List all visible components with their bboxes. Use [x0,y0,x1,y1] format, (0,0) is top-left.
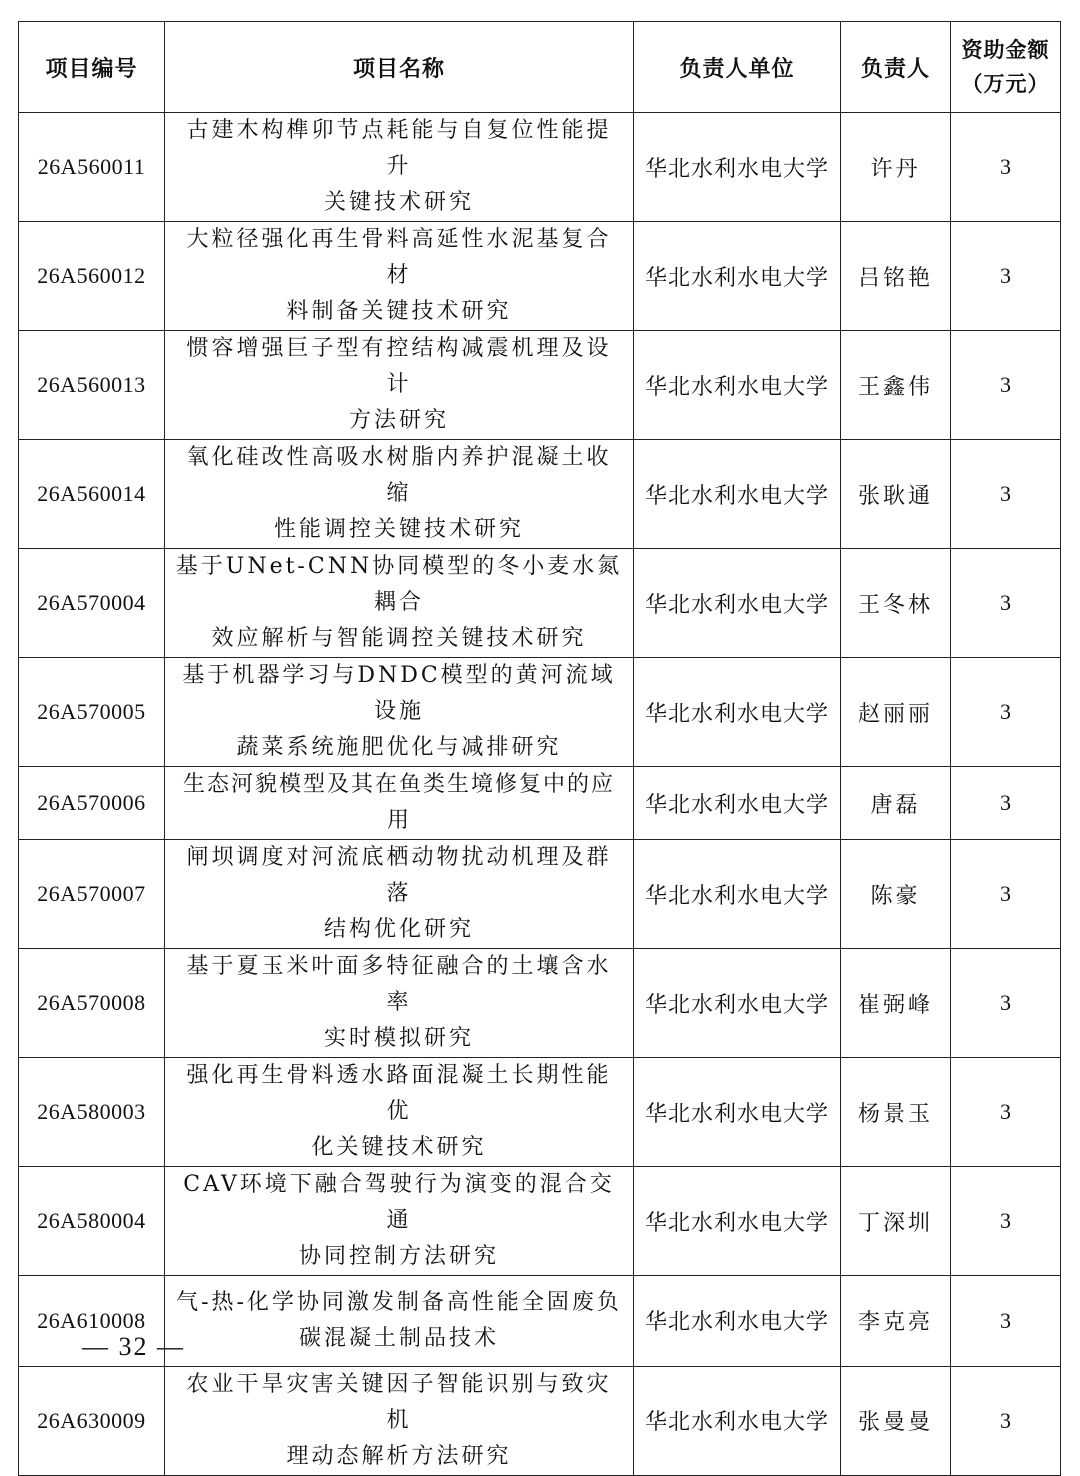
cell-code: 26A570005 [19,658,165,767]
table-row [19,113,1061,222]
header-amount [951,22,1061,113]
cell-unit: 华北水利水电大学 [634,440,841,549]
cell-amount: 3 [951,1058,1061,1167]
cell-code: 26A580004 [19,1167,165,1276]
page-number: — 32 — [82,1332,185,1361]
cell-leader: 丁深圳 [841,1167,951,1276]
cell-code: 26A630009 [19,1366,165,1475]
cell-name-line2: 碳混凝土制品技术 [298,1325,499,1351]
cell-leader: 王鑫伟 [841,331,951,440]
cell-amount: 3 [951,440,1061,549]
cell-name [165,840,634,949]
cell-leader: 张耿通 [841,440,951,549]
table-row [19,331,1061,440]
cell-amount: 3 [951,1167,1061,1276]
cell-name-line1: 气-热-化学协同激发制备高性能全固废负 [176,1289,622,1315]
cell-name [165,222,634,331]
cell-leader: 李克亮 [841,1276,951,1367]
cell-name-line2: 实时模拟研究 [323,1026,474,1051]
cell-name-line1: 农业干旱灾害关键因子智能识别与致灾机 [186,1371,612,1433]
table-body [19,113,1061,1476]
cell-unit: 华北水利水电大学 [634,840,841,949]
cell-unit: 华北水利水电大学 [634,549,841,658]
header-amount-line1: 资助金额 [961,38,1050,62]
cell-code: 26A560012 [19,222,165,331]
cell-code: 26A570007 [19,840,165,949]
cell-code: 26A560013 [19,331,165,440]
cell-leader: 崔弼峰 [841,949,951,1058]
cell-name [165,440,634,549]
cell-name [165,113,634,222]
cell-code: 26A570008 [19,949,165,1058]
cell-unit: 华北水利水电大学 [634,331,841,440]
cell-name [165,331,634,440]
cell-leader: 唐磊 [841,767,951,840]
cell-name-line2: 化关键技术研究 [311,1135,487,1160]
cell-name-line1: 古建木构榫卯节点耗能与自复位性能提升 [186,118,612,179]
header-code: 项目编号 [19,22,165,113]
cell-name-line2: 结构优化研究 [323,917,474,942]
cell-name-line1: 生态河貌模型及其在鱼类生境修复中的应用 [182,772,615,833]
cell-unit: 华北水利水电大学 [634,1276,841,1367]
cell-leader: 王冬林 [841,549,951,658]
cell-name-line2: 协同控制方法研究 [298,1244,499,1269]
cell-name-line1: CAV环境下融合驾驶行为演变的混合交通 [183,1172,615,1233]
table-header-row [19,22,1061,113]
cell-code: 26A570004 [19,549,165,658]
table-row [19,440,1061,549]
table-row [19,658,1061,767]
cell-name-line1: 基于夏玉米叶面多特征融合的土壤含水率 [186,954,612,1015]
table-row [19,222,1061,331]
cell-code: 26A580003 [19,1058,165,1167]
cell-amount: 3 [951,840,1061,949]
cell-name-line2: 方法研究 [348,408,449,433]
cell-code: 26A560014 [19,440,165,549]
cell-amount: 3 [951,658,1061,767]
cell-amount: 3 [951,767,1061,840]
cell-name-line1: 基于机器学习与DNDC模型的黄河流域设施 [182,663,616,724]
table-row [19,949,1061,1058]
cell-name-line1: 强化再生骨料透水路面混凝土长期性能优 [186,1063,612,1124]
header-name: 项目名称 [165,22,634,113]
cell-name-line2: 性能调控关键技术研究 [273,517,524,542]
cell-leader: 张曼曼 [841,1366,951,1475]
cell-unit: 华北水利水电大学 [634,1366,841,1475]
cell-leader: 许丹 [841,113,951,222]
table-row [19,1167,1061,1276]
cell-leader: 陈豪 [841,840,951,949]
cell-amount: 3 [951,949,1061,1058]
table-row [19,549,1061,658]
table-row [19,1366,1061,1475]
cell-amount: 3 [951,113,1061,222]
cell-unit: 华北水利水电大学 [634,222,841,331]
table-row [19,1058,1061,1167]
cell-name [165,1276,634,1367]
cell-unit: 华北水利水电大学 [634,767,841,840]
cell-name-line2: 关键技术研究 [323,190,474,215]
cell-code: 26A560011 [19,113,165,222]
cell-amount: 3 [951,222,1061,331]
cell-name-line1: 惯容增强巨子型有控结构减震机理及设计 [186,336,612,397]
project-table [18,21,1061,1476]
cell-name [165,1167,634,1276]
cell-name-line2: 蔬菜系统施肥优化与减排研究 [236,735,562,760]
cell-unit: 华北水利水电大学 [634,658,841,767]
cell-name-line2: 料制备关键技术研究 [286,299,512,324]
cell-unit: 华北水利水电大学 [634,1167,841,1276]
cell-unit: 华北水利水电大学 [634,949,841,1058]
cell-name-line1: 氧化硅改性高吸水树脂内养护混凝土收缩 [186,445,612,506]
cell-name [165,549,634,658]
cell-amount: 3 [951,1276,1061,1367]
cell-name-line1: 大粒径强化再生骨料高延性水泥基复合材 [186,227,612,288]
cell-leader: 赵丽丽 [841,658,951,767]
cell-name [165,1058,634,1167]
table-row [19,840,1061,949]
cell-leader: 吕铭艳 [841,222,951,331]
cell-code: 26A570006 [19,767,165,840]
cell-code: 26A610008 [19,1276,165,1367]
header-leader: 负责人 [841,22,951,113]
cell-name-line2: 理动态解析方法研究 [286,1443,512,1469]
table-row [19,767,1061,840]
cell-name-line1: 闸坝调度对河流底栖动物扰动机理及群落 [186,845,612,906]
cell-unit: 华北水利水电大学 [634,1058,841,1167]
cell-name-line1: 基于UNet-CNN协同模型的冬小麦水氮耦合 [175,554,623,615]
cell-leader: 杨景玉 [841,1058,951,1167]
cell-name [165,949,634,1058]
cell-amount: 3 [951,549,1061,658]
cell-amount: 3 [951,1366,1061,1475]
cell-name-line2: 效应解析与智能调控关键技术研究 [211,626,587,651]
cell-name [165,767,634,840]
header-unit: 负责人单位 [634,22,841,113]
header-amount-line2: （万元） [961,72,1050,96]
cell-name [165,658,634,767]
cell-amount: 3 [951,331,1061,440]
cell-unit: 华北水利水电大学 [634,113,841,222]
cell-name [165,1366,634,1475]
